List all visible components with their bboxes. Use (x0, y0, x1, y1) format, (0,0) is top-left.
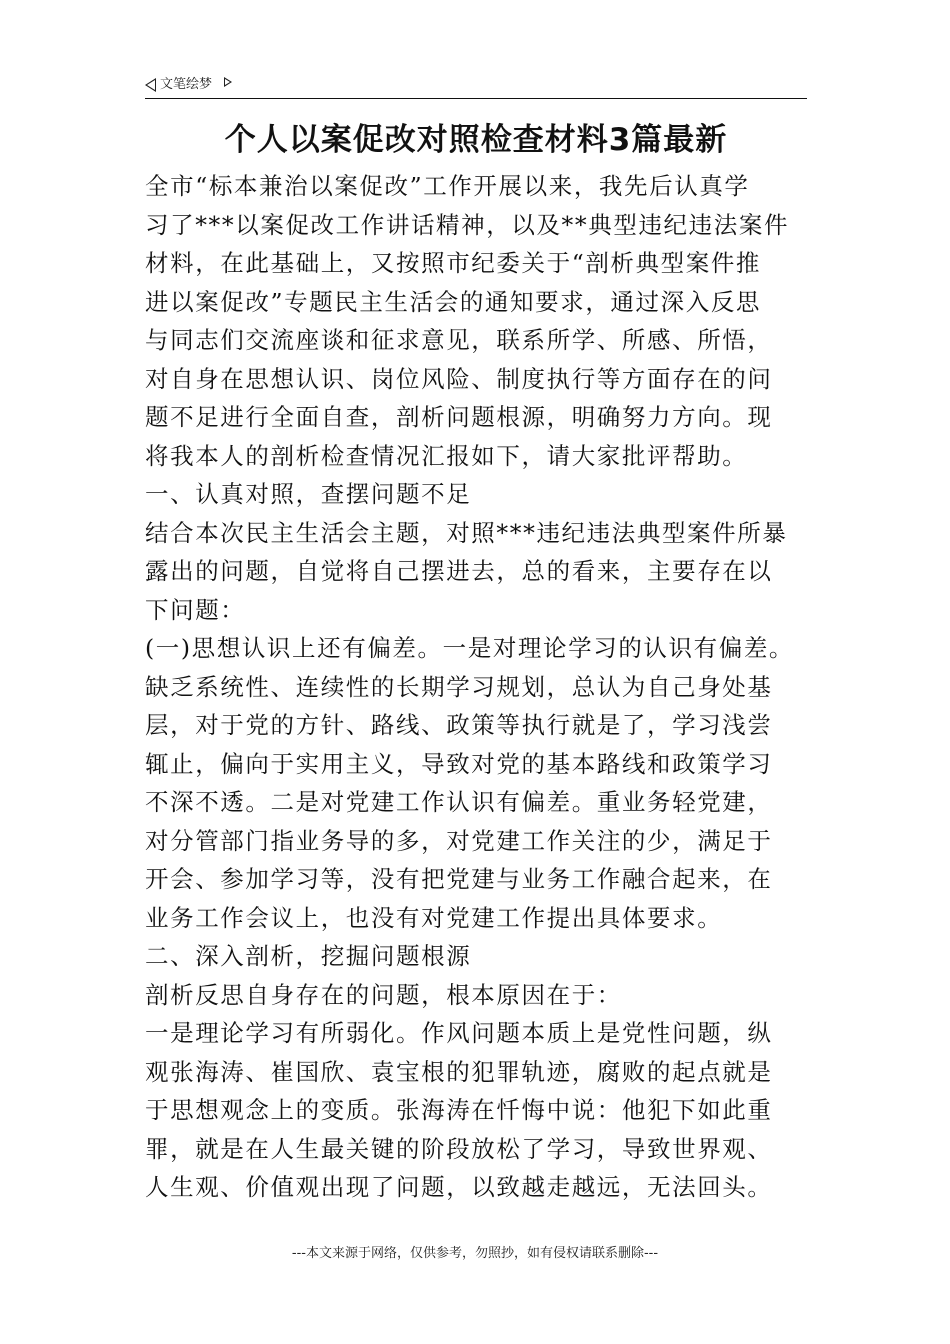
body-line: 全市“标本兼治以案促改”工作开展以来，我先后认真学 (145, 172, 750, 200)
body-line: 结合本次民主生活会主题，对照***违纪违法典型案件所暴 (145, 518, 788, 547)
body-line: 观张海涛、崔国欣、袁宝根的犯罪轨迹，腐败的起点就是 (145, 1057, 773, 1086)
body-line: 不深不透。二是对党建工作认识有偏差。重业务轻党建， (145, 788, 773, 816)
body-line: 进以案促改”专题民主生活会的通知要求，通过深入反思 (145, 287, 762, 316)
document-title: 个人以案促改对照检查材料3篇最新 (224, 122, 728, 158)
section-heading: 二、深入剖析，挖掘问题根源 (145, 942, 472, 970)
body-line: 将我本人的剖析检查情况汇报如下，请大家批评帮助。 (145, 441, 748, 470)
body-line: 罪，就是在人生最关键的阶段放松了学习，导致世界观、 (145, 1134, 773, 1163)
body-line: 人生观、价值观出现了问题，以致越走越远，无法回头。 (145, 1173, 773, 1201)
body-line: (一)思想认识上还有偏差。一是对理论学习的认识有偏差。 (145, 634, 795, 662)
section-heading: 一、认真对照，查摆问题不足 (145, 480, 472, 508)
body-line: 于思想观念上的变质。张海涛在忏悔中说：他犯下如此重 (145, 1096, 773, 1124)
body-line: 剖析反思自身存在的问题，根本原因在于： (145, 980, 622, 1009)
body-line: 对自身在思想认识、岗位风险、制度执行等方面存在的问 (145, 364, 773, 393)
triangle-right-icon (224, 77, 232, 87)
body-line: 缺乏系统性、连续性的长期学习规划，总认为自己身处基 (145, 672, 773, 701)
header-brand: 文笔绘梦 (160, 77, 213, 92)
body-line: 开会、参加学习等，没有把党建与业务工作融合起来，在 (145, 865, 773, 893)
document-body (145, 167, 825, 1207)
body-line: 对分管部门指业务导的多，对党建工作关注的少，满足于 (145, 826, 773, 855)
page-header (145, 72, 807, 99)
body-line: 辄止，偏向于实用主义，导致对党的基本路线和政策学习 (145, 749, 773, 778)
body-line: 露出的问题，自觉将自己摆进去，总的看来，主要存在以 (145, 557, 773, 585)
body-line: 习了***以案促改工作讲话精神，以及**典型违纪违法案件 (145, 210, 790, 239)
body-line: 题不足进行全面自查，剖析问题根源，明确努力方向。现 (145, 403, 773, 431)
body-line: 下问题： (145, 595, 246, 624)
body-line: 一是理论学习有所弱化。作风问题本质上是党性问题，纵 (145, 1019, 773, 1047)
triangle-left-icon (145, 78, 156, 92)
page-footer: ---本文来源于网络，仅供参考，勿照抄，如有侵权请联系删除--- (291, 1246, 659, 1261)
body-line: 材料，在此基础上，又按照市纪委关于“剖析典型案件推 (145, 249, 762, 277)
body-line: 层，对于党的方针、路线、政策等执行就是了，学习浅尝 (145, 711, 773, 739)
body-line: 业务工作会议上，也没有对党建工作提出具体要求。 (145, 903, 723, 932)
body-line: 与同志们交流座谈和征求意见，联系所学、所感、所悟， (145, 326, 773, 354)
